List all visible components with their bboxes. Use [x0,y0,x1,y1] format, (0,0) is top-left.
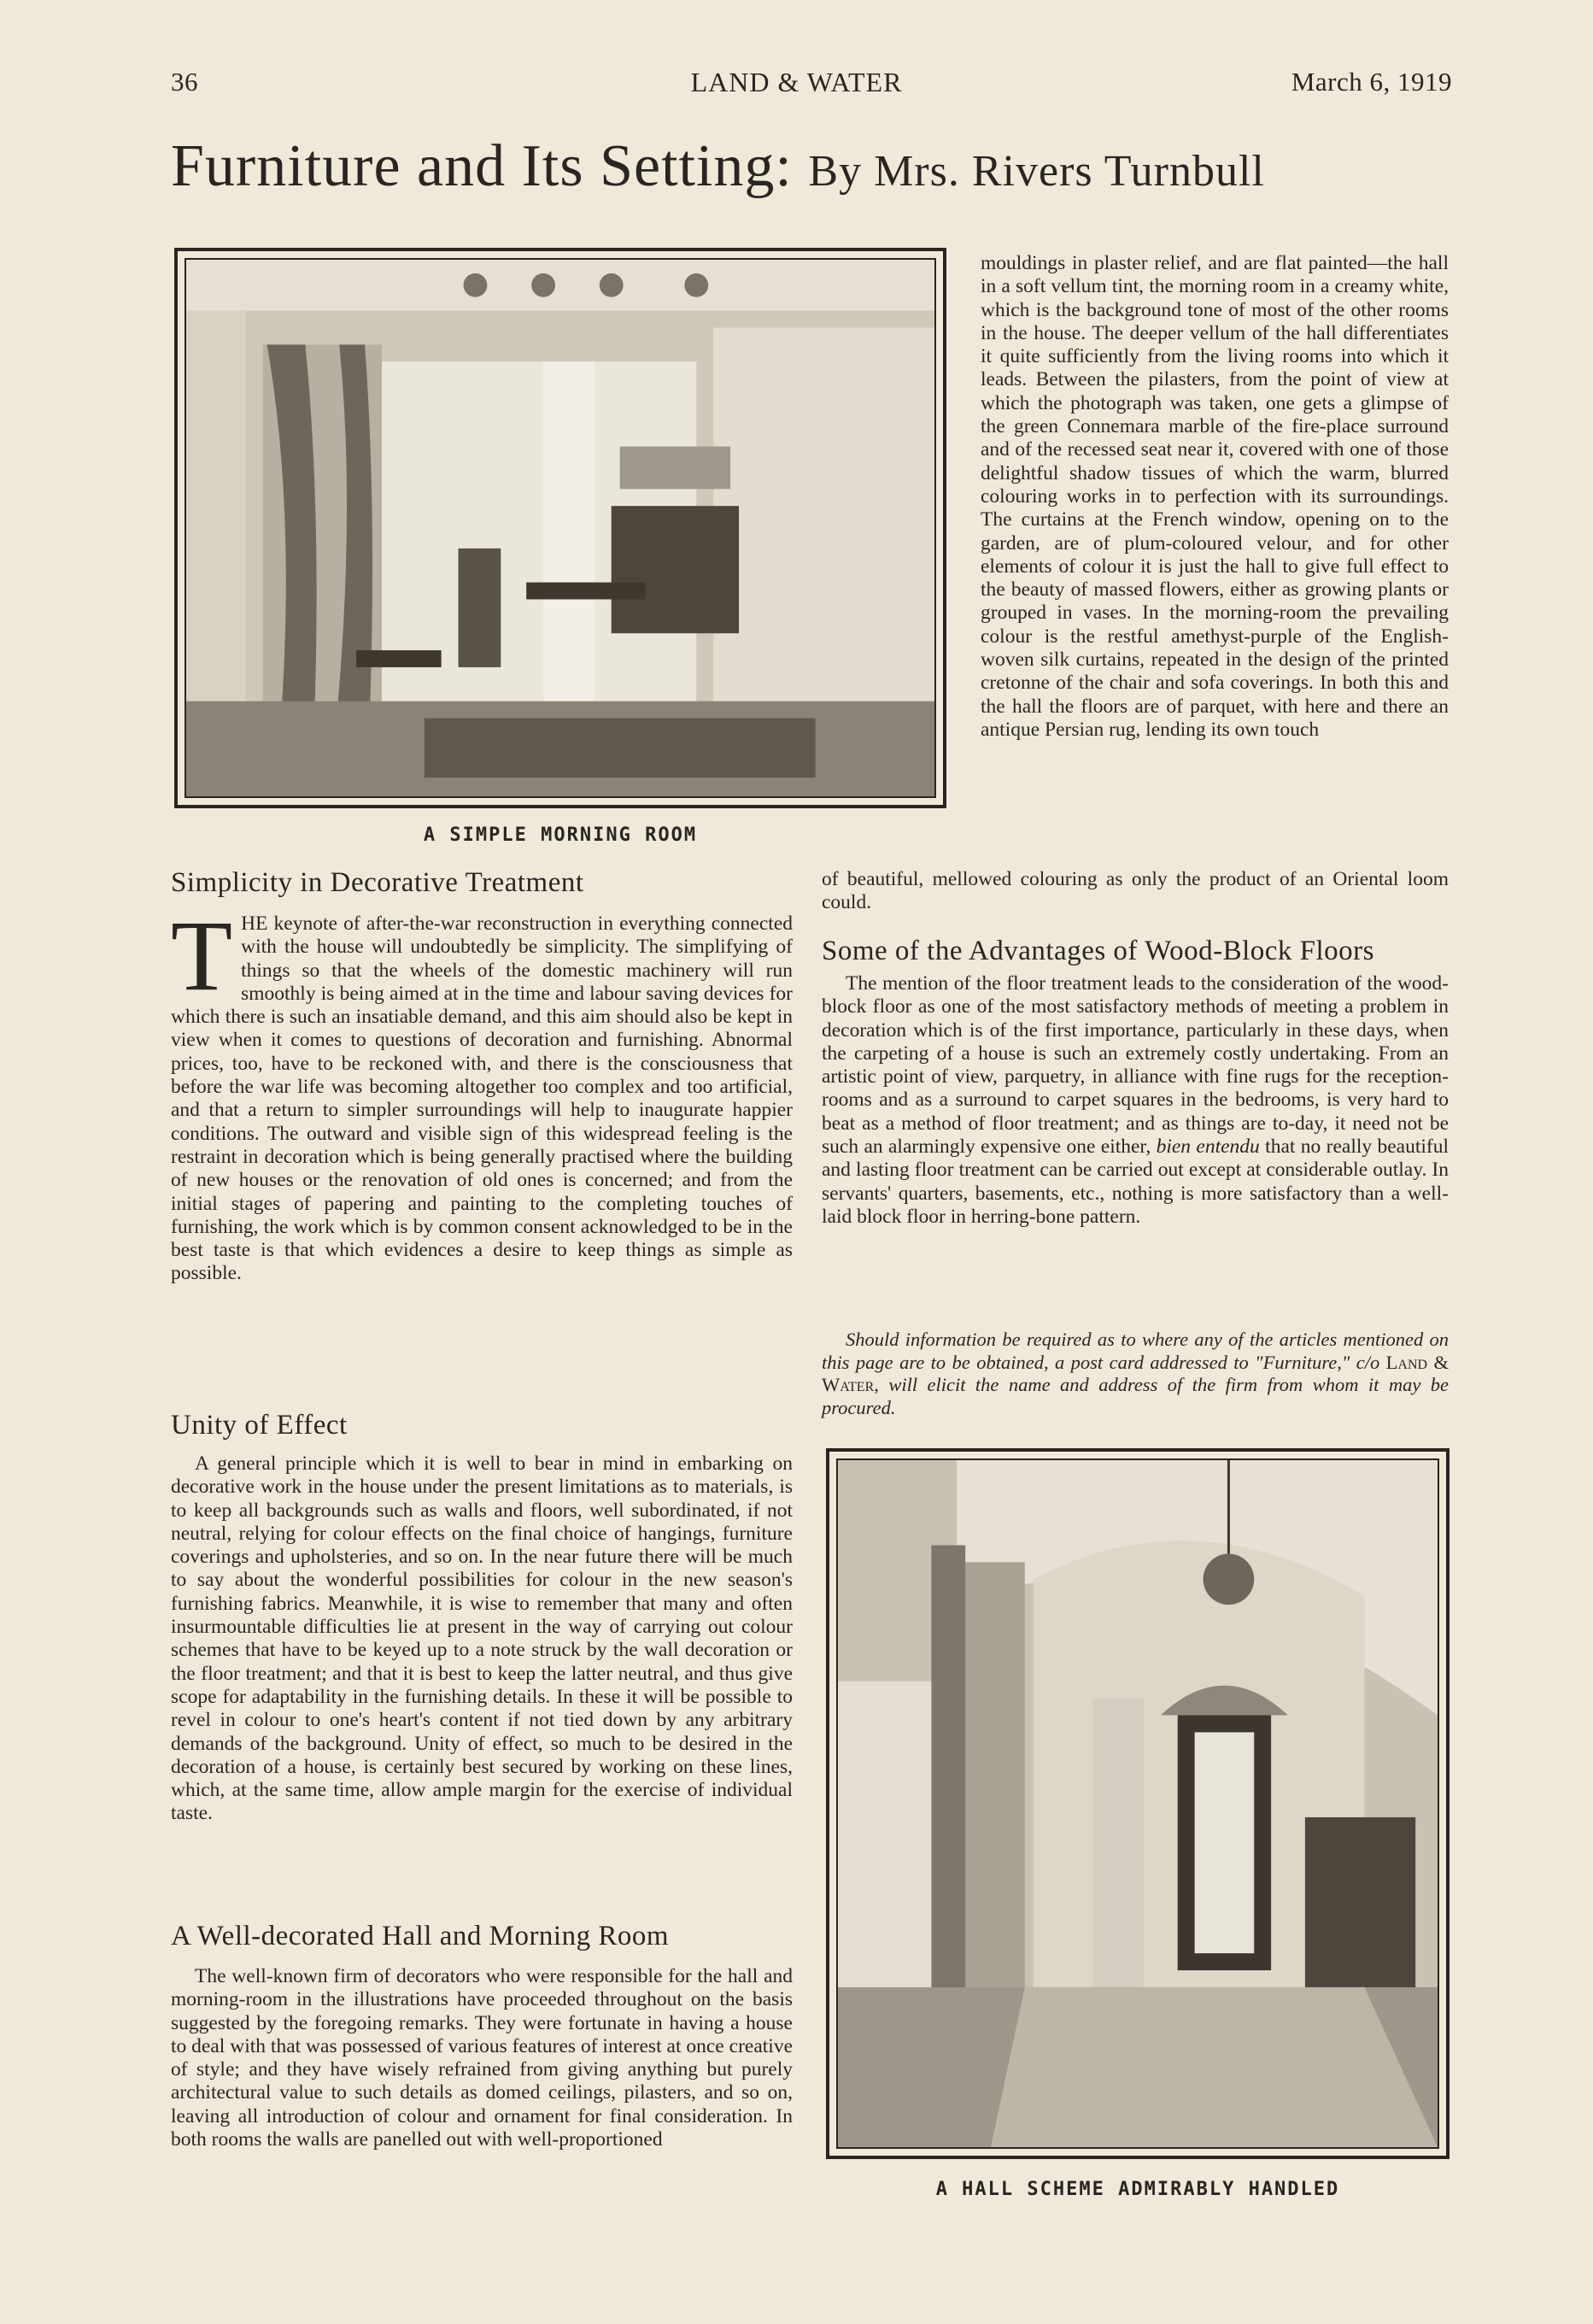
magazine-name: LAND & WATER [690,67,903,97]
text-note [822,1329,1449,1419]
paragraph-continued: mouldings in plaster relief, and are flat painted—the hall in a soft vellum tint, the morning room in a creamy white, which is the background tone of most of the other rooms in the house. The deeper vellum of the hall differentiates it quite sufficiently from the living rooms into which it leads. Between the pilasters, from the point of view at which the photograph was taken, one gets a glimpse of the green Connemara marble of the fire-place surround and of the recessed seat near it, covered with one of those delightful shadow tissues of which the warm, blurred colouring works in to perfection with its surroundings. The curtains at the French window, opening on to the garden, are of plum-coloured velour, and for other elements of colour it is just the hall to give full effect to the beauty of massed flowers, either as growing plants or grouped in vases. In the morning-room the prevailing colour is the restful amethyst-purple of the English-woven silk curtains, repeated in the design of the printed cretonne of the chair and sofa coverings. In both this and the hall the floors are of parquet, with here and there an antique Persian rug, lending its own touch [981,252,1449,741]
text-hall [171,1965,793,2151]
heading-unity: Unity of Effect [171,1410,348,1441]
text-simplicity [171,900,793,1286]
paragraph-note [822,1329,1449,1419]
issue-date: March 6, 1919 [1291,67,1452,97]
paragraph-continued-end: of beautiful, mellowed colouring as only the product of an Oriental loom could. [822,868,1449,914]
heading-simplicity: Simplicity in Decorative Treatment [171,867,584,898]
article-title [171,132,1452,201]
paragraph-unity: A general principle which it is well to bear in mind in embarking on decorative work in the house under the present limitations as to materials, is to keep all backgrounds such as walls and floors, well subordinated, if not neutral, relying for colour effects on the final choice of hangings, furniture coverings and upholsteries, and so on. In the near future there will be much to say about the wonderful possibilities for colour in the new season's furnishing fabrics. Meanwhile, it is wise to remember that many and often insurmountable difficulties lie at present in the way of carrying out colour schemes that have to be keyed up to a note struck by the wall decoration or the floor treatment; and that it is best to keep the latter neutral, and thus give scope for adaptability in the furnishing details. In these it will be possible to revel in colour to one's heart's content if not tied down by any arbitrary demands of the background. Unity of effect, so much to be desired in the decoration of a house, is certainly best secured by working on these lines, which, at the same time, allow ample margin for the exercise of individual taste. [171,1452,793,1825]
morning-room-illustration [186,260,934,796]
text-continued-narrow [981,252,1449,742]
paragraph-simplicity: HE keynote of after-the-war reconstruction in everything connected with the house will undoubtedly be simplicity. The simplifying of things so that the wheels of the domestic machinery will run smoothly is being aimed at in the time and labour saving devices for which there is such an insatiable demand, and this aim should also be kept in view when it comes to questions of decoration and furnishing. Abnormal prices, too, have to be reckoned with, and there is the consciousness that before the war life was becoming altogether too complex and too artificial, and that a return to simpler surroundings will help to inaugurate happier conditions. The outward and visible sign of this widespread feeling is the restraint in decoration which is being generally practised where the building of new houses or the renovation of old ones is concerned; and from the initial stages of papering and painting to the completing touches of furnishing, the work which is by common consent acknowledged to be in the best taste is that which evidences a desire to keep things as simple as possible. [171,913,793,1285]
morning-room-photo-frame [174,248,946,808]
paragraph-wood-block [822,972,1449,1229]
hall-caption: A HALL SCHEME ADMIRABLY HANDLED [935,2179,1340,2200]
note-part2: will elicit the name and address of the firm from whom it may be procured. [822,1374,1450,1418]
hall-photo-frame [826,1448,1450,2159]
note-part1: Should information be required as to where any of the articles mentioned on this page are to be obtained, a post card addressed to "Furniture," c/o [822,1329,1449,1373]
dropcap-t: T [171,900,233,1012]
hall-photo [836,1458,1439,2149]
wood-block-text: The mention of the floor treatment leads to the consideration of the wood-block floor as one of the most satisfactory methods of meeting a problem in decoration which is of the first importance, particularly in these days, when the carpeting of a house is such an extremely costly undertaking. From an artistic point of view, parquetry, in alliance with fine rugs for the reception-rooms and as a surround to carpet squares in the bedrooms, is very hard to beat as a method of floor treatment; and as things are to-day, it need not be such an alarmingly expensive one either, [822,972,1449,1159]
wood-block-text-after: that no really beautiful and lasting floor treatment can be carried out except at considerable outlay. In servants' quarters, basements, etc., nothing is more satisfactory than a well-laid block floor in herring-bone pattern. [822,1136,1450,1228]
page-number: 36 [171,67,198,97]
hall-illustration [838,1460,1438,2147]
title-main: Furniture and Its Setting: [171,133,793,199]
wood-block-italic: bien entendu [1156,1136,1260,1159]
note-publisher: Land & Water, [822,1351,1449,1395]
text-wood-block [822,972,1449,1229]
morning-room-caption: A SIMPLE MORNING ROOM [423,825,698,846]
text-continued-wide [822,868,1449,915]
title-byline: By Mrs. Rivers Turnbull [808,147,1265,196]
morning-room-photo [184,258,936,798]
heading-wood-block: Some of the Advantages of Wood-Block Floors [822,936,1375,966]
text-unity [171,1452,793,1826]
heading-hall: A Well-decorated Hall and Morning Room [171,1921,670,1951]
paragraph-hall: The well-known firm of decorators who were responsible for the hall and morning-room in the illustrations have proceeded throughout on the basis suggested by the foregoing remarks. They were fortunate in having a house to deal with that was possessed of various features of interest at once creative of style; and they have wisely refrained from giving anything but purely architectural value to such details as domed ceilings, pilasters, and so on, leaving all introduction of colour and ornament for final consideration. In both rooms the walls are panelled out with well-proportioned [171,1965,793,2151]
